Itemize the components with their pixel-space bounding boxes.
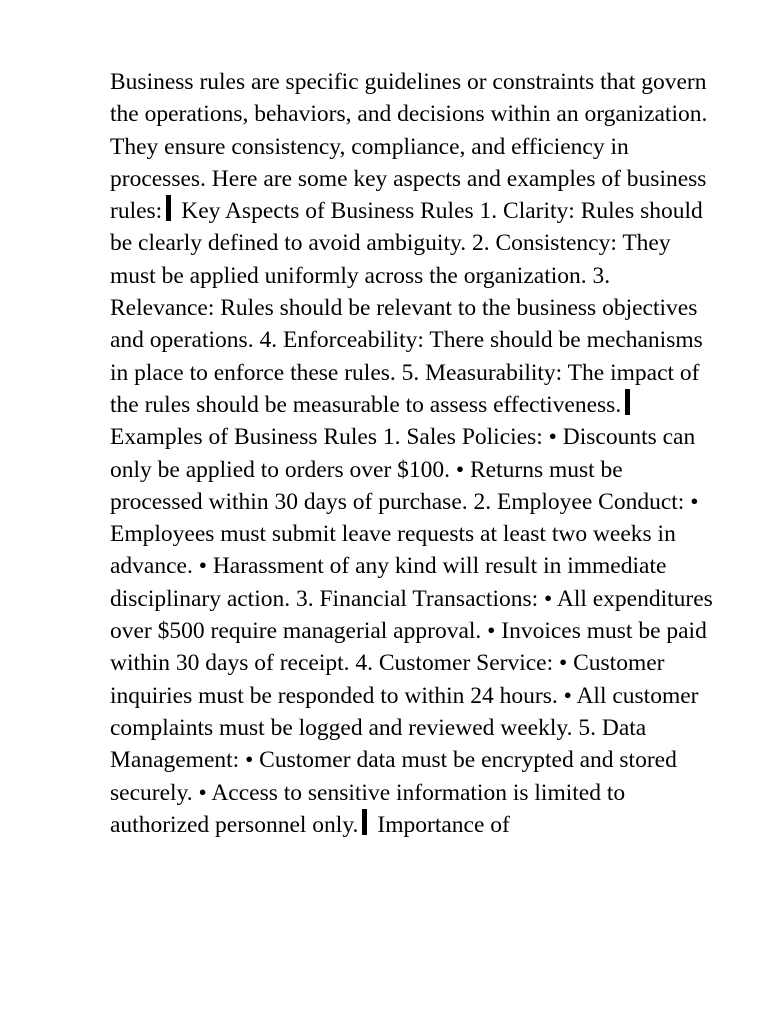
body-paragraph <box>110 66 720 841</box>
section-marker-icon <box>362 809 367 835</box>
importance-heading-text: Importance of <box>377 811 510 838</box>
key-aspects-text: Key Aspects of Business Rules 1. Clarity: Rules should be clearly defined to avoid ambiguity. 2. Consistency: They must be applied uniformly across the organization. 3. Relevance: Rules should be relevant to the business objectives and operations. 4. Enforceability: There should be mechanisms in place to enforce these rules. 5. Measurability: The impact of the rules should be measurable to assess effectiveness. <box>110 198 703 418</box>
intro-text: Business rules are specific guidelines or constraints that govern the operations, behaviors, and decisions within an organization. They ensure consistency, compliance, and efficiency in processes. Here are some key aspects and examples of business rules: <box>110 69 708 225</box>
document-page <box>110 66 720 841</box>
examples-text: Examples of Business Rules 1. Sales Policies: • Discounts can only be applied to orders over $100. • Returns must be processed within 30 days of purchase. 2. Employee Conduct: • Employees must submit leave requests at least two weeks in advance. • Harassment of any kind will result in immediate disciplinary action. 3. Financial Transactions: • All expenditures over $500 require managerial approval. • Invoices must be paid within 30 days of receipt. 4. Customer Service: • Customer inquiries must be responded to within 24 hours. • All customer complaints must be logged and reviewed weekly. 5. Data Management: • Customer data must be encrypted and stored securely. • Access to sensitive information is limited to authorized personnel only. <box>110 424 713 838</box>
section-marker-icon <box>166 195 171 221</box>
section-marker-icon <box>625 389 630 415</box>
